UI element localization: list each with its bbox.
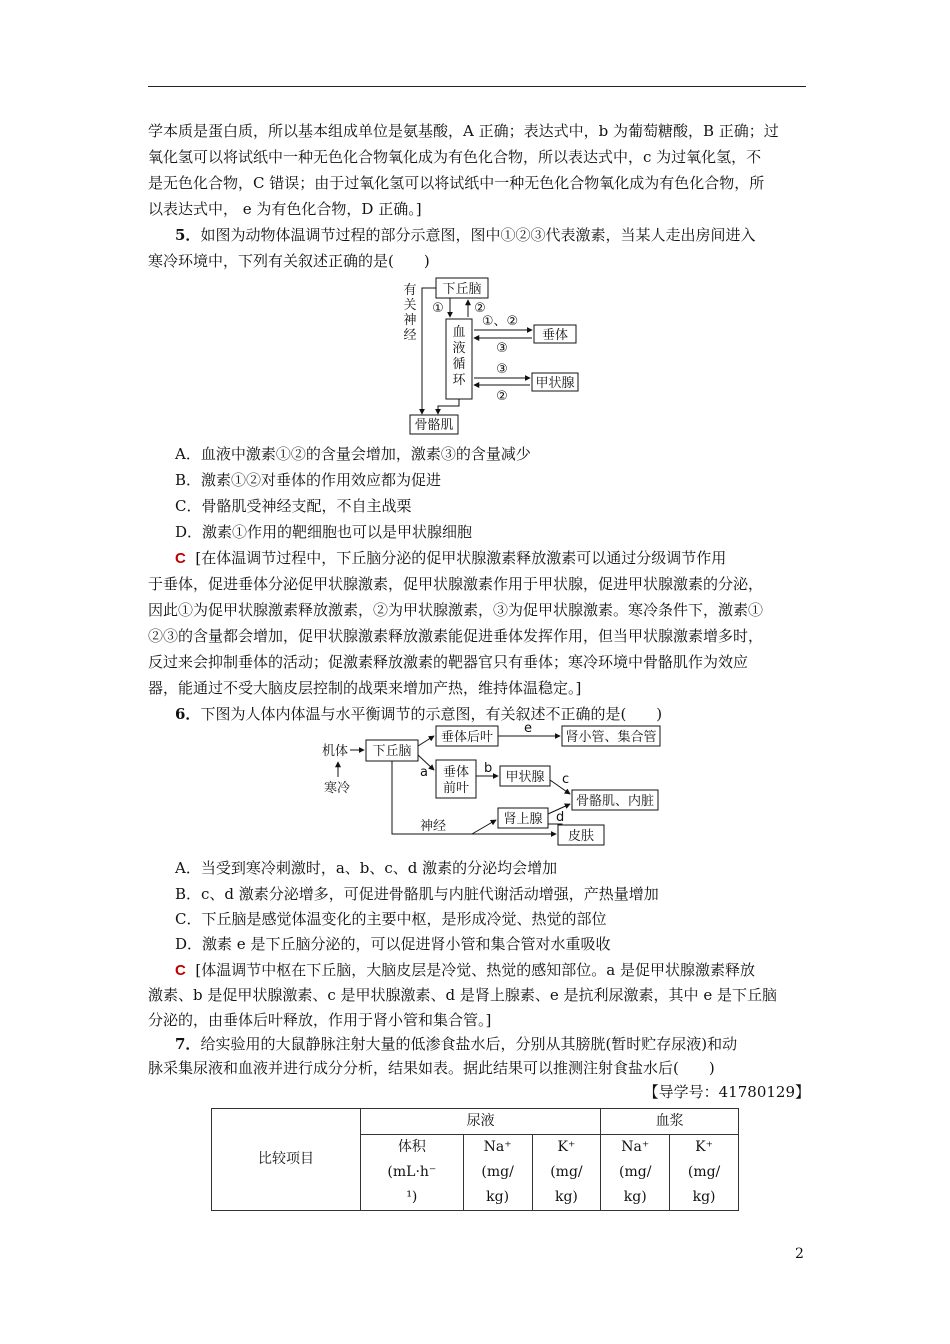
q6-posterior-pituitary-label: 垂体后叶 [440, 730, 494, 745]
q6-arrow-nerve-adrenal [472, 820, 496, 834]
q6-adrenal-label: 肾上腺 [503, 812, 543, 827]
q6-kidney-label: 肾小管、集合管 [565, 730, 657, 745]
q7-table-col-plasma-na: Na⁺ (mg/ kg) [601, 1135, 670, 1211]
q6-arrow-hyp-posterior [418, 736, 434, 746]
q6-label-b: b [484, 761, 493, 776]
q5-blood-to-muscle [438, 399, 459, 414]
q5-diagram [398, 272, 610, 436]
q6-option-d: D．激素 e 是下丘脑分泌的，可以促进肾小管和集合管对水重吸收 [175, 935, 611, 953]
q5-blood-char-2: 液 [452, 341, 466, 356]
q6-muscle-label: 骨骼肌、内脏 [575, 794, 655, 809]
prev-explanation-line-3: 是无色化合物，C 错误；由于过氧化氢可以将试纸中一种无色化合物氧化成为有色化合物，所 [148, 174, 765, 192]
q5-option-d: D．激素①作用的靶细胞也可以是甲状腺细胞 [175, 523, 473, 541]
q6-option-a: A．当受到寒冷刺激时，a、b、c、d 激素的分泌均会增加 [175, 859, 558, 877]
q5-mark-2: ② [474, 301, 486, 316]
q7-stem-line-2: 脉采集尿液和血液并进行成分分析，结果如表。据此结果可以推测注射食盐水后( ) [148, 1059, 715, 1077]
q7-table [211, 1108, 739, 1211]
q5-explanation-line-4: ②③的含量都会增加，促甲状腺激素释放激素能促进垂体发挥作用，但当甲状腺激素增多时， [148, 627, 764, 645]
q5-mark-12: ①、② [481, 314, 519, 329]
q5-nerve-char-1: 有 [403, 283, 417, 298]
q6-anterior-label-1: 垂体 [442, 765, 470, 780]
q6-option-c: C．下丘脑是感觉体温变化的主要中枢，是形成冷觉、热觉的部位 [175, 910, 607, 928]
q6-label-a: a [420, 765, 428, 780]
q6-body-label: 机体 [322, 744, 349, 759]
q6-label-e: e [524, 722, 532, 736]
q7-table-col-urine-k: K⁺ (mg/ kg) [532, 1135, 601, 1211]
q5-hypothalamus-label: 下丘脑 [442, 282, 482, 297]
q5-muscle-label: 骨骼肌 [414, 418, 454, 433]
q7-number: 7． [175, 1035, 201, 1053]
q6-explanation-line-2: 激素、b 是促甲状腺激素、c 是甲状腺激素、d 是肾上腺素、e 是抗利尿激素，其中 e 是下丘脑 [148, 986, 777, 1004]
q6-explanation-line-3: 分泌的，由垂体后叶释放，作用于肾小管和集合管。] [148, 1011, 492, 1029]
q5-stem-line-2: 寒冷环境中，下列有关叙述正确的是( ) [148, 252, 430, 270]
q5-nerve-char-4: 经 [403, 328, 417, 343]
q7-table-col-volume: 体积 (mL·h⁻ ¹) [361, 1135, 464, 1211]
q7-table-col-plasma-k: K⁺ (mg/ kg) [670, 1135, 739, 1211]
q6-label-d: d [556, 810, 565, 825]
q6-answer: C [175, 962, 186, 979]
q6-skin-label: 皮肤 [567, 829, 595, 844]
q6-thyroid-label: 甲状腺 [505, 770, 545, 785]
q5-explanation-line-3: 因此①为促甲状腺激素释放激素，②为甲状腺激素，③为促甲状腺激素。寒冷条件下，激素① [148, 601, 764, 619]
q6-explanation-line-1: C [体温调节中枢在下丘脑，大脑皮层是冷觉、热觉的感知部位。a 是促甲状腺激素释放 [175, 961, 755, 979]
q5-mark-3a: ③ [496, 341, 508, 356]
q5-stem-line-1: 5．如图为动物体温调节过程的部分示意图，图中①②③代表激素，当某人走出房间进入 [175, 226, 756, 244]
q5-answer: C [175, 550, 186, 567]
q6-anterior-label-2: 前叶 [442, 781, 470, 796]
q5-mark-1: ① [432, 301, 444, 316]
prev-explanation-line-2: 氧化氢可以将试纸中一种无色化合物氧化成为有色化合物，所以表达式中，c 为过氧化氢，不 [148, 148, 762, 166]
prev-explanation-line-4: 以表达式中， e 为有色化合物，D 正确。] [148, 200, 422, 218]
q5-number: 5． [175, 226, 201, 244]
q6-diagram [322, 722, 672, 852]
q7-reference-number: 【导学号：41780129】 [643, 1083, 810, 1101]
q6-number: 6． [175, 705, 201, 723]
q5-blood-char-4: 环 [452, 373, 466, 388]
q7-table-col-urine-na: Na⁺ (mg/ kg) [463, 1135, 532, 1211]
q6-cold-label: 寒冷 [324, 781, 351, 796]
prev-explanation-line-1: 学本质是蛋白质，所以基本组成单位是氨基酸，A 正确；表达式中，b 为葡萄糖酸，B 正确；过 [148, 122, 779, 140]
q5-nerve-char-2: 关 [403, 298, 417, 313]
page-number: 2 [795, 1246, 804, 1262]
q6-nerve-label: 神经 [420, 819, 447, 834]
q6-stem: 6．下图为人体内体温与水平衡调节的示意图，有关叙述不正确的是( ) [175, 705, 663, 723]
q5-blood-char-3: 循 [452, 357, 466, 372]
q5-option-c: C．骨骼肌受神经支配，不自主战栗 [175, 497, 412, 515]
header-rule [148, 86, 806, 87]
q5-blood-char-1: 血 [452, 325, 466, 340]
q7-table-group-urine: 尿液 [361, 1109, 601, 1135]
q6-label-c: c [562, 772, 570, 787]
q5-option-a: A．血液中激素①②的含量会增加，激素③的含量减少 [175, 445, 531, 463]
q6-hypothalamus-label: 下丘脑 [372, 744, 412, 759]
q6-option-b: B．c、d 激素分泌增多，可促进骨骼肌与内脏代谢活动增强，产热量增加 [175, 885, 659, 903]
q5-mark-2b: ② [496, 389, 508, 404]
q5-thyroid-label: 甲状腺 [535, 376, 575, 391]
q7-table-group-plasma: 血浆 [601, 1109, 739, 1135]
q5-option-b: B．激素①②对垂体的作用效应都为促进 [175, 471, 442, 489]
q7-stem-line-1: 7．给实验用的大鼠静脉注射大量的低渗食盐水后，分别从其膀胱(暂时贮存尿液)和动 [175, 1035, 738, 1053]
q7-table-row-header: 比较项目 [212, 1109, 361, 1211]
q5-mark-3b: ③ [496, 362, 508, 377]
q5-explanation-line-1: C [在体温调节过程中，下丘脑分泌的促甲状腺激素释放激素可以通过分级调节作用 [175, 549, 727, 567]
q5-explanation-line-6: 器，能通过不受大脑皮层控制的战栗来增加产热，维持体温稳定。] [148, 679, 582, 697]
q5-explanation-line-5: 反过来会抑制垂体的活动；促激素释放激素的靶器官只有垂体；寒冷环境中骨骼肌作为效应 [148, 653, 749, 671]
q5-nerve-char-3: 神 [403, 313, 417, 328]
q5-pituitary-label: 垂体 [541, 328, 569, 343]
q5-explanation-line-2: 于垂体，促进垂体分泌促甲状腺激素，促甲状腺激素作用于甲状腺，促进甲状腺激素的分泌， [148, 575, 764, 593]
